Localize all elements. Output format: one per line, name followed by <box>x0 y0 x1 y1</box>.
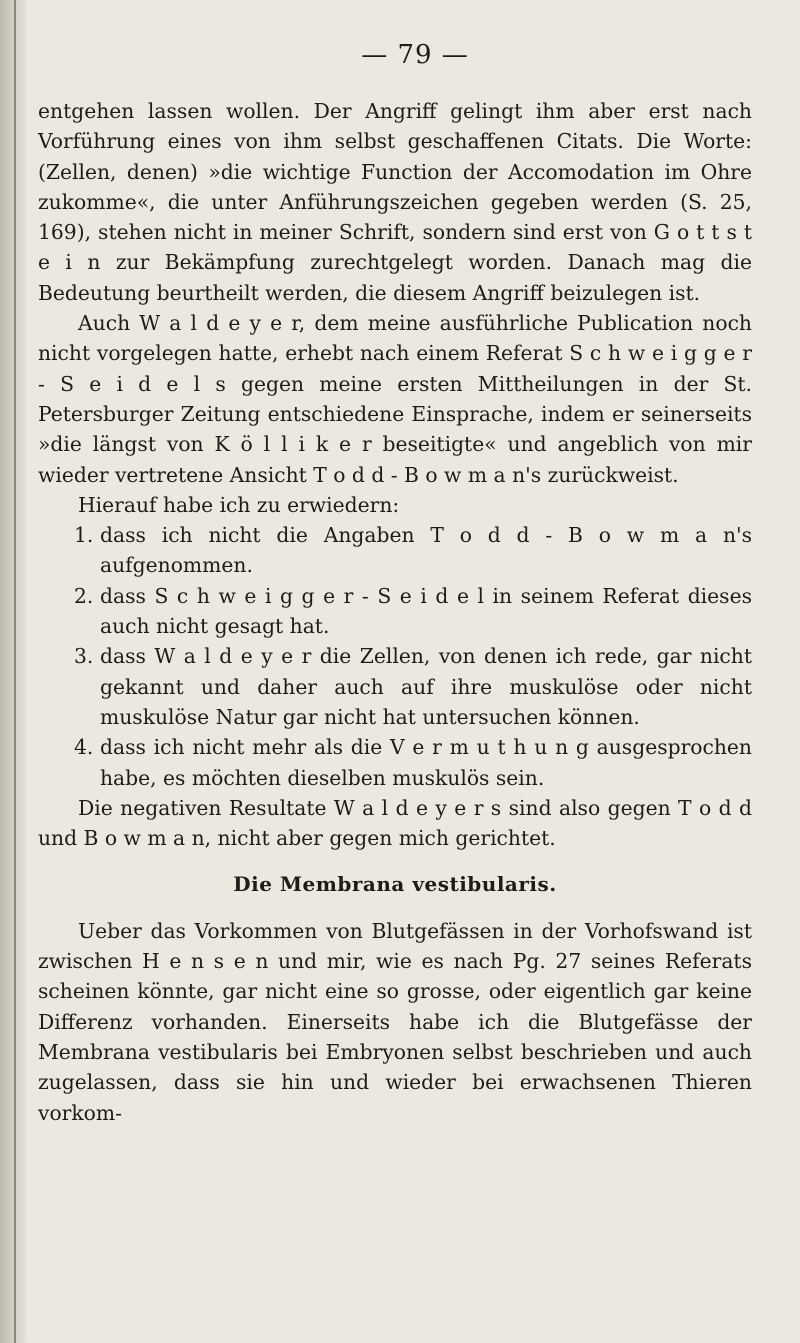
list-item-2 <box>74 581 752 642</box>
list-item-text: dass ich nicht die Angaben T o d d - B o w m a n's aufgenommen. <box>100 523 752 578</box>
gutter-line <box>14 0 16 1343</box>
section-heading: Die Membrana vestibularis. <box>233 872 557 897</box>
body-text <box>38 96 752 1128</box>
list-item-1 <box>74 520 752 581</box>
list-item-number: 2. <box>74 583 94 608</box>
section-paragraph: Ueber das Vorkommen von Blutgefässen in der Vorhofswand ist zwischen H e n s e n und mir, wie es nach Pg. 27 seines Referats scheinen könnte, gar nicht eine so grosse, oder eigentlich gar keine Differenz vorhanden. Einerseits habe ich die Blutgefässe der Membrana vestibularis bei Embryonen selbst beschrieben und auch zugelassen, dass sie hin und wieder bei erwachsenen Thieren vorkom- <box>38 918 752 1125</box>
paragraph-2: Auch W a l d e y e r, dem meine ausführliche Publication noch nicht vorgelegen hatte, erhebt nach einem Referat S c h w e i g g e r - S e i d e l s gegen meine ersten Mittheilungen in der St. Petersburger Zeitung entschiedene Einsprache, indem er seinerseits »die längst von K ö l l i k e r beseitigte« und angeblich von mir wieder vertretene Ansicht T o d d - B o w m a n's zurückweist. <box>38 311 752 487</box>
list-item-3 <box>74 641 752 732</box>
document-page <box>38 40 752 1128</box>
book-gutter <box>0 0 26 1343</box>
list-item-number: 1. <box>74 523 94 548</box>
list-item-text: dass S c h w e i g g e r - S e i d e l in seinem Referat dieses auch nicht gesagt hat. <box>100 583 752 639</box>
paragraph-1: entgehen lassen wollen. Der Angriff gelingt ihm aber erst nach Vorführung eines von ihm selbst geschaffenen Citats. Die Worte: (Zellen, denen) »die wichtige Function der Accomodation im Ohre zukomme«, die unter Anführungszeichen gegeben werden (S. 25, 169), stehen nicht in meiner Schrift, sondern sind erst von G o t t s t e i n zur Bekämpfung zurechtgelegt worden. Danach mag die Bedeutung beurtheilt werden, die diesem Angriff beizulegen ist. <box>38 99 752 305</box>
list-item-number: 3. <box>74 644 94 669</box>
closing-paragraph: Die negativen Resultate W a l d e y e r s sind also gegen T o d d und B o w m a n, nicht aber gegen mich gerichtet. <box>38 795 752 851</box>
list-item-number: 4. <box>74 735 94 760</box>
list-item-text: dass ich nicht mehr als die V e r m u t h u n g ausgesprochen habe, es möchten dieselben muskulös sein. <box>100 735 752 790</box>
page-number: — 79 — <box>361 40 469 70</box>
list-item-4 <box>74 732 752 793</box>
paragraph-3: Hierauf habe ich zu erwiedern: <box>78 492 400 517</box>
list-item-text: dass W a l d e y e r die Zellen, von denen ich rede, gar nicht gekannt und daher auch auf ihre muskulöse oder nicht muskulöse Natur gar nicht hat untersuchen können. <box>100 644 752 729</box>
